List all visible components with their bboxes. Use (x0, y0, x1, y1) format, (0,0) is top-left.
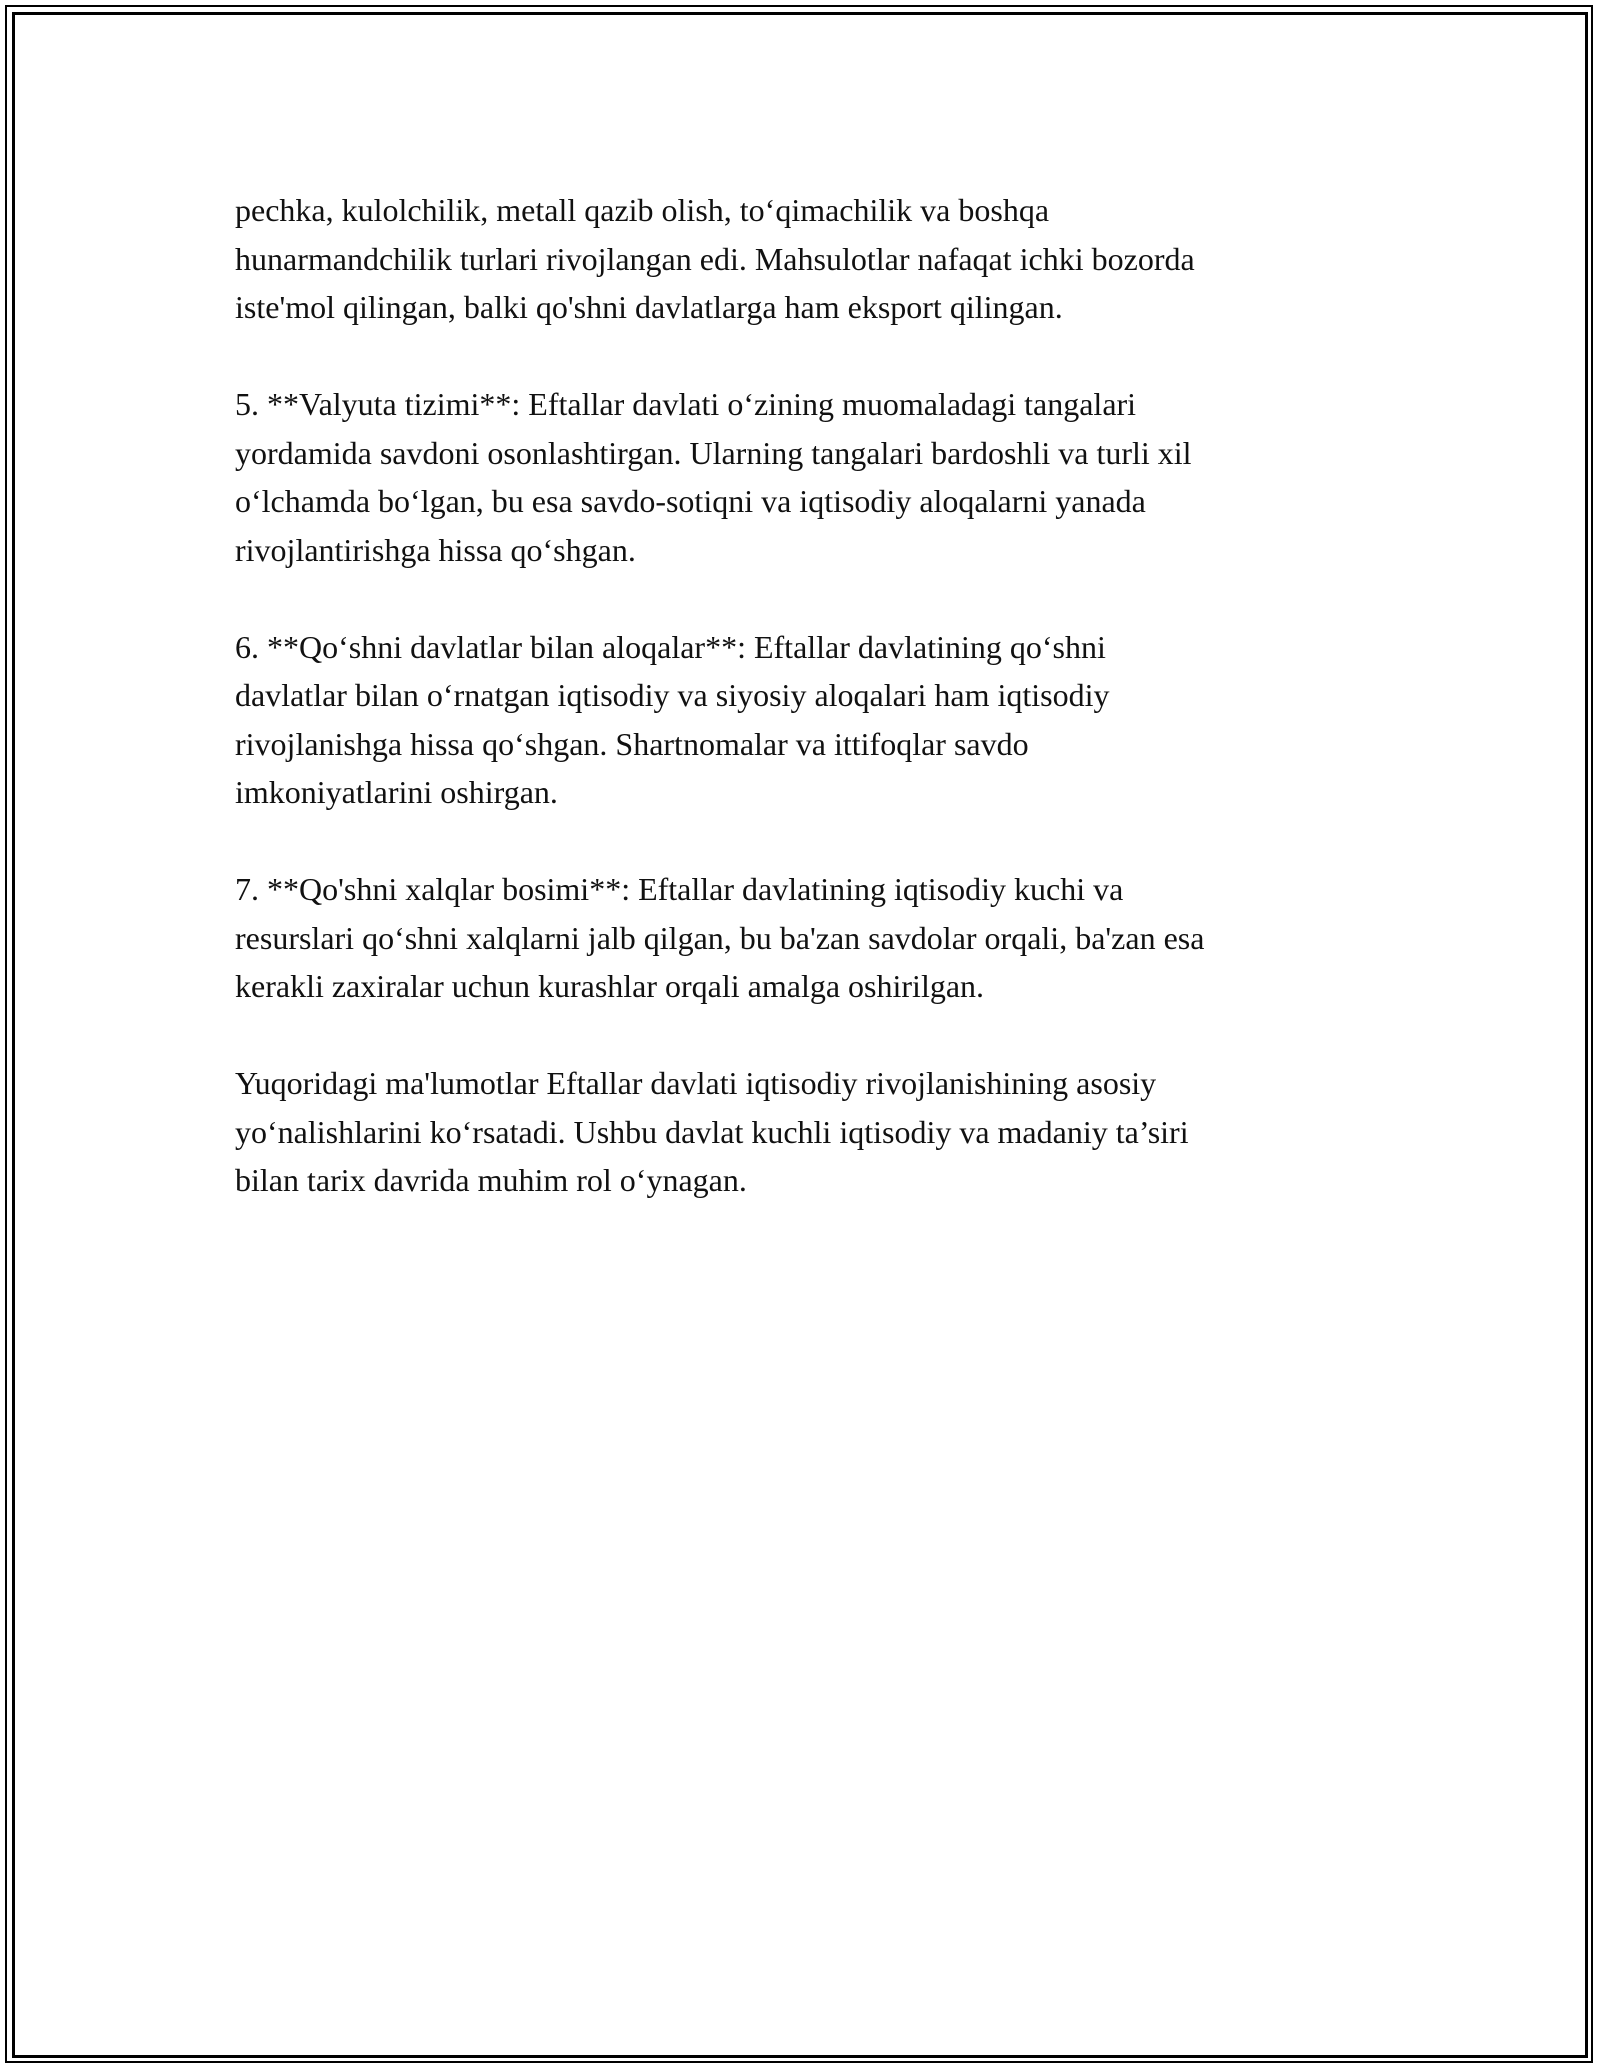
text-line: iste'mol qilingan, balki qo'shni davlatlarga ham eksport qilingan. (235, 289, 1063, 325)
text-line: o‘lchamda bo‘lgan, bu esa savdo-sotiqni va iqtisodiy aloqalarni yanada (235, 483, 1146, 519)
text-line: bilan tarix davrida muhim rol o‘ynagan. (235, 1162, 747, 1198)
text-line: 6. **Qo‘shni davlatlar bilan aloqalar**: Eftallar davlatining qo‘shni (235, 628, 1106, 665)
text-line: yo‘nalishlarini ko‘rsatadi. Ushbu davlat kuchli iqtisodiy va madaniy ta’siri (235, 1113, 1189, 1150)
paragraph-conclusion (235, 1059, 1375, 1205)
text-line: rivojlanishga hissa qo‘shgan. Shartnomalar va ittifoqlar savdo (235, 725, 1029, 762)
text-line: rivojlantirishga hissa qo‘shgan. (235, 531, 636, 568)
paragraph-neighbor-pressure (235, 865, 1375, 1011)
text-line: hunarmandchilik turlari rivojlangan edi. Mahsulotlar nafaqat ichki bozorda (235, 240, 1195, 277)
text-line: yordamida savdoni osonlashtirgan. Ularning tangalari bardoshli va turli xil (235, 434, 1192, 471)
text-line: imkoniyatlarini oshirgan. (235, 774, 558, 810)
paragraph-currency-system (235, 380, 1375, 574)
paragraph-crafts (235, 186, 1375, 332)
text-line: davlatlar bilan o‘rnatgan iqtisodiy va siyosiy aloqalari ham iqtisodiy (235, 677, 1110, 713)
document-body (235, 186, 1375, 1253)
text-line: resurslari qo‘shni xalqlarni jalb qilgan, bu ba'zan savdolar orqali, ba'zan esa (235, 919, 1205, 956)
text-line: Yuqoridagi ma'lumotlar Eftallar davlati iqtisodiy rivojlanishining asosiy (235, 1065, 1157, 1101)
text-line: pechka, kulolchilik, metall qazib olish, to‘qimachilik va boshqa (235, 192, 1050, 228)
text-line: kerakli zaxiralar uchun kurashlar orqali amalga oshirilgan. (235, 968, 985, 1004)
text-line: 7. **Qo'shni xalqlar bosimi**: Eftallar davlatining iqtisodiy kuchi va (235, 871, 1124, 907)
paragraph-neighbor-relations (235, 623, 1375, 817)
text-line: 5. **Valyuta tizimi**: Eftallar davlati o‘zining muomaladagi tangalari (235, 386, 1137, 422)
